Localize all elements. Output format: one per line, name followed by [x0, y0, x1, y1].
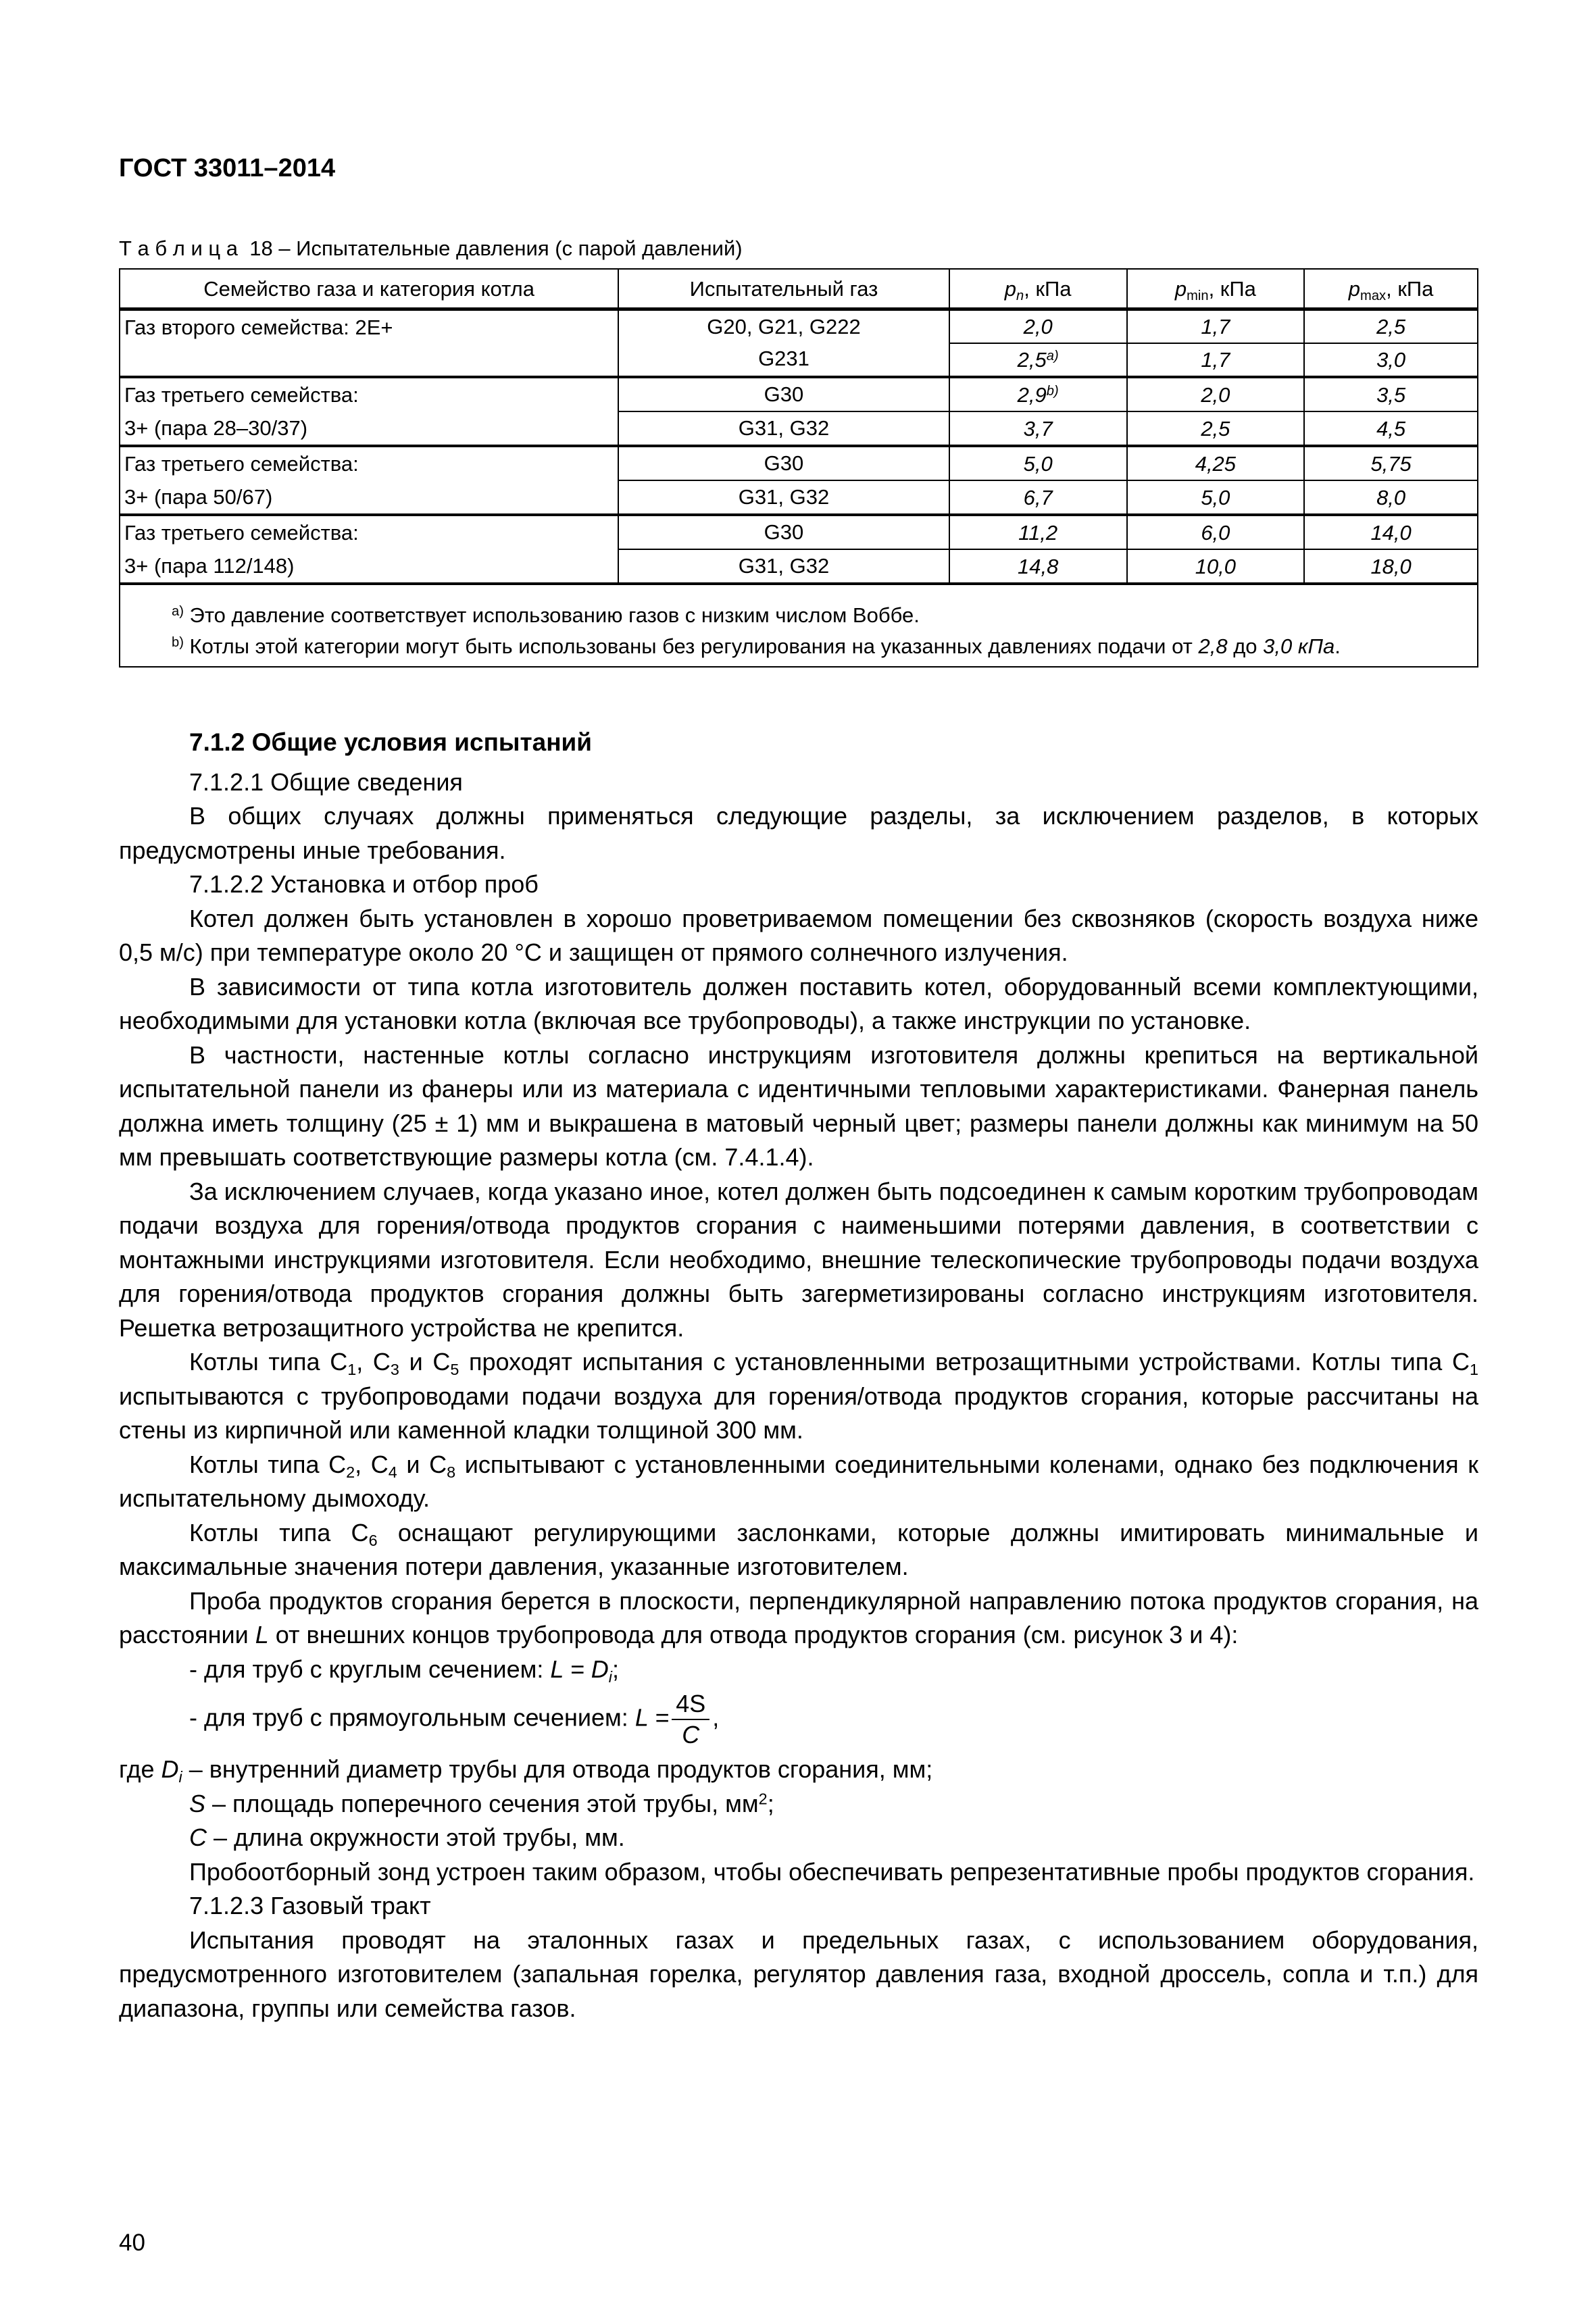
paragraph: Котлы типа $С_1$, $С_3$ и $С_5$ проходят испытания с установленными ветрозащитными устройствами. Котлы типа $С_1$ испытываются с трубопроводами подачи воздуха для горения/отвода продуктов сгорания, которые рассчитаны на стены из кирпичной или каменной кладки толщиной 300 мм. — [119, 1348, 1478, 1444]
pmax-cell: 4,5 — [1304, 411, 1478, 446]
table-row — [120, 309, 1478, 344]
formula-rect: - для труб с прямоугольным сечением: L = $\frac{4S}{C}$ , — [189, 1690, 720, 1749]
col-gas: Испытательный газ — [618, 269, 949, 309]
pmin-cell: 4,25 — [1127, 446, 1305, 480]
pmin-cell: 1,7 — [1127, 309, 1305, 344]
table-header-row — [120, 269, 1478, 309]
page-number: 40 — [119, 2230, 145, 2256]
formula-round: - для труб с круглым сечением: $L = D_i$; — [189, 1655, 619, 1686]
pmin-cell: 5,0 — [1127, 480, 1305, 515]
pn-cell: 6,7 — [949, 480, 1127, 515]
paragraph: В общих случаях должны применяться следующие разделы, за исключением разделов, в которых предусмотрены иные требования. — [119, 802, 1478, 864]
definition: S – площадь поперечного сечения этой трубы, $мм^2$; — [189, 1789, 774, 1817]
pmin-cell: 1,7 — [1127, 343, 1305, 377]
gas-cell: G20, G21, G222 G231 — [618, 309, 949, 378]
pn-cell: 11,2 — [949, 515, 1127, 549]
family-cell: Газ третьего семейства: 3+ (пара 50/67) — [120, 446, 618, 515]
pmin-cell: 2,5 — [1127, 411, 1305, 446]
test-pressures-table — [119, 268, 1478, 668]
paragraph: Котлы типа $С_6$ оснащают регулирующими заслонками, которые должны имитировать минимальные и максимальные значения потери давления, указанные изготовителем. — [119, 1518, 1478, 1580]
subsection-heading: 7.1.2.2 Установка и отбор проб — [189, 870, 539, 898]
paragraph: Котел должен быть установлен в хорошо проветриваемом помещении без сквозняков (скорость воздуха ниже 0,5 м/с) при температуре около 20 °С и защищен от прямого солнечного излучения. — [119, 904, 1478, 966]
col-pmin: $p_{min}$, кПа — [1127, 269, 1305, 309]
col-pn: $p_n$, кПа — [949, 269, 1127, 309]
subsection-heading: 7.1.2.1 Общие сведения — [189, 768, 463, 796]
table-row — [120, 446, 1478, 480]
fraction: $\frac{4S}{C}$ — [672, 1689, 709, 1750]
gas-cell: G31, G32 — [618, 480, 949, 515]
col-pmax: $p_{max}$, кПа — [1304, 269, 1478, 309]
family-cell: Газ второго семейства: 2E+ — [120, 309, 618, 378]
pmax-cell: 3,5 — [1304, 377, 1478, 411]
gas-cell: G30 — [618, 446, 949, 480]
table-row — [120, 377, 1478, 411]
gas-cell: G31, G32 — [618, 549, 949, 584]
definition: где $D_i$ – внутренний диаметр трубы для отвода продуктов сгорания, мм; — [119, 1755, 933, 1786]
paragraph: Пробоотборный зонд устроен таким образом, чтобы обеспечивать репрезентативные пробы продуктов сгорания. — [189, 1857, 1475, 1886]
definition: C – длина окружности этой трубы, мм. — [189, 1823, 625, 1851]
gas-cell: G30 — [618, 515, 949, 549]
table-row — [120, 515, 1478, 549]
note-b: $^{b)}$ Котлы этой категории могут быть использованы без регулирования на указанных давлениях подачи от 2,8 до 3,0 кПа. — [172, 634, 1341, 658]
gas-cell: G31, G32 — [618, 411, 949, 446]
pn-cell: 2,9$^{b)}$ — [949, 377, 1127, 411]
paragraph: Проба продуктов сгорания берется в плоскости, перпендикулярной направлению потока продуктов сгорания, на расстоянии L от внешних концов трубопровода для отвода продуктов сгорания (см. рисунок 3 и 4): — [119, 1586, 1478, 1649]
pmin-cell: 10,0 — [1127, 549, 1305, 584]
pmin-cell: 6,0 — [1127, 515, 1305, 549]
gas-cell: G30 — [618, 377, 949, 411]
family-cell: Газ третьего семейства: 3+ (пара 112/148) — [120, 515, 618, 584]
body-text — [119, 726, 1478, 2026]
paragraph: Котлы типа $С_2$, $С_4$ и $С_8$ испытывают с установленными соединительными коленами, однако без подключения к испытательному дымоходу. — [119, 1450, 1478, 1512]
document-id: ГОСТ 33011–2014 — [119, 154, 336, 182]
paragraph: Испытания проводят на эталонных газах и предельных газах, с использованием оборудования, предусмотренного изготовителем (запальная горелка, регулятор давления газа, входной дроссель, сопла и т.п.) для диапазона, группы или семейства газов. — [119, 1926, 1478, 2022]
pmax-cell: 5,75 — [1304, 446, 1478, 480]
pmax-cell: 3,0 — [1304, 343, 1478, 377]
pn-cell: 14,8 — [949, 549, 1127, 584]
pmin-cell: 2,0 — [1127, 377, 1305, 411]
paragraph: В зависимости от типа котла изготовитель должен поставить котел, оборудованный всеми комплектующими, необходимыми для установки котла (включая все трубопроводы), а также инструкции по установке. — [119, 972, 1478, 1034]
pmax-cell: 14,0 — [1304, 515, 1478, 549]
table-notes-row — [120, 584, 1478, 667]
subsection-heading: 7.1.2.3 Газовый тракт — [189, 1892, 431, 1919]
family-cell: Газ третьего семейства: 3+ (пара 28–30/37) — [120, 377, 618, 446]
table-caption: Т а б л и ц а 18 – Испытательные давления (с парой давлений) — [119, 236, 743, 260]
pn-cell: 2,0 — [949, 309, 1127, 344]
paragraph: В частности, настенные котлы согласно инструкциям изготовителя должны крепиться на вертикальной испытательной панели из фанеры или из материала с идентичными тепловыми характеристиками. Фанерная панель должна иметь толщину (25 ± 1) мм и выкрашена в матовый черный цвет; размеры панели должны как минимум на 50 мм превышать соответствующие размеры котла (см. 7.4.1.4). — [119, 1040, 1478, 1171]
pn-cell: 5,0 — [949, 446, 1127, 480]
pmax-cell: 8,0 — [1304, 480, 1478, 515]
pmax-cell: 18,0 — [1304, 549, 1478, 584]
pn-cell: 2,5$^{a)}$ — [949, 343, 1127, 377]
note-a: $^{a)}$ Это давление соответствует использованию газов с низким числом Воббе. — [172, 603, 920, 627]
paragraph: За исключением случаев, когда указано иное, котел должен быть подсоединен к самым коротким трубопроводам подачи воздуха для горения/отвода продуктов сгорания с наименьшими потерями давления, в соответствии с монтажными инструкциями изготовителя. Если необходимо, внешние телескопические трубопроводы подачи воздуха для горения/отвода продуктов сгорания должны быть загерметизированы согласно инструкциям изготовителя. Решетка ветрозащитного устройства не крепится. — [119, 1177, 1478, 1342]
table-notes — [120, 584, 1478, 667]
pn-cell: 3,7 — [949, 411, 1127, 446]
section-heading: 7.1.2 Общие условия испытаний — [189, 728, 593, 756]
pmax-cell: 2,5 — [1304, 309, 1478, 344]
col-family: Семейство газа и категория котла — [120, 269, 618, 309]
